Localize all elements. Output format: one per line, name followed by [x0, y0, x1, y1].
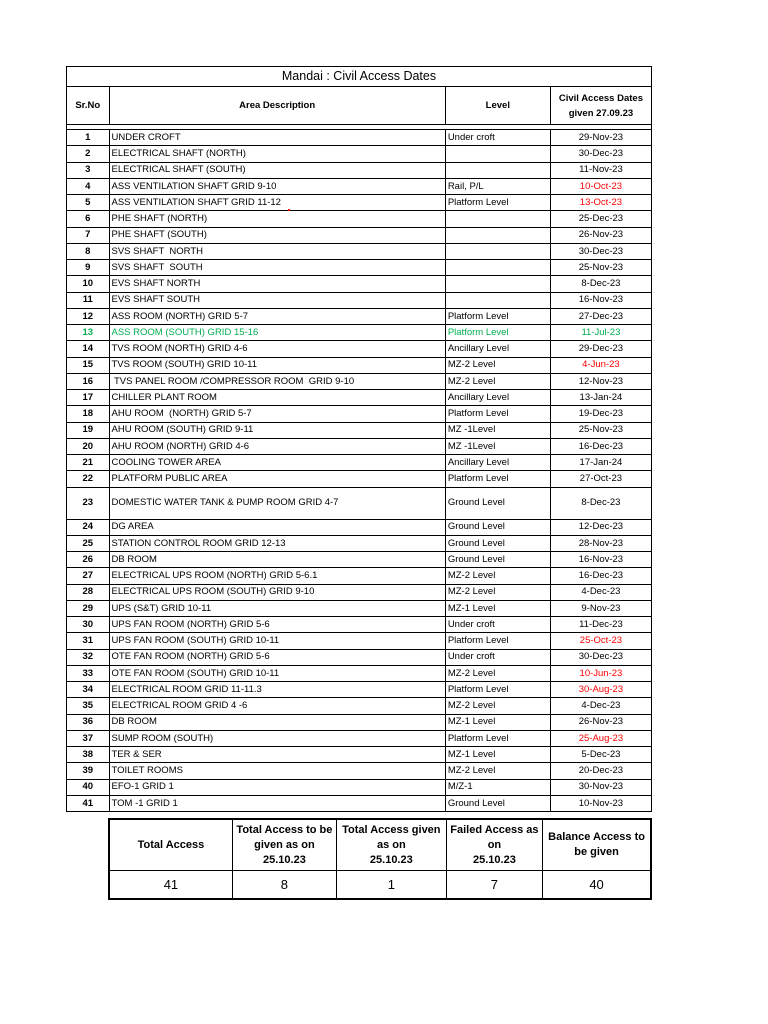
row-sr-no: 33: [67, 665, 110, 681]
row-level: Ancillary Level: [445, 455, 550, 471]
row-access-date: 25-Oct-23: [550, 633, 651, 649]
table-row: [67, 617, 652, 633]
row-area-description: EFO-1 GRID 1: [109, 779, 445, 795]
summary-to-be-given-header: [232, 819, 336, 871]
row-level: Under croft: [445, 617, 550, 633]
row-sr-no: 10: [67, 276, 110, 292]
summary-header-line: be given: [574, 846, 619, 858]
row-area-description: EVS SHAFT SOUTH: [109, 292, 445, 308]
row-area-description: ELECTRICAL ROOM GRID 4 -6: [109, 698, 445, 714]
row-access-date: 12-Dec-23: [550, 519, 651, 535]
row-sr-no: 5: [67, 195, 110, 211]
table-row: [67, 455, 652, 471]
summary-balance-header: [543, 819, 651, 871]
table-row: [67, 162, 652, 178]
table-row: [67, 227, 652, 243]
table-row: [67, 471, 652, 487]
row-level: MZ-2 Level: [445, 357, 550, 373]
header-date-line2: given 27.09.23: [568, 107, 634, 119]
row-access-date: 27-Dec-23: [550, 308, 651, 324]
header-date-line1: Civil Access Dates: [558, 92, 643, 104]
summary-header-line: 25.10.23: [263, 853, 306, 866]
summary-header-line: Balance Access to: [548, 831, 645, 843]
row-level: Under croft: [445, 130, 550, 146]
row-sr-no: 39: [67, 763, 110, 779]
row-area-description: AHU ROOM (NORTH) GRID 5-7: [109, 406, 445, 422]
row-area-description: OTE FAN ROOM (NORTH) GRID 5-6: [109, 649, 445, 665]
row-access-date: 16-Dec-23: [550, 438, 651, 454]
row-access-date: 16-Nov-23: [550, 292, 651, 308]
table-row: [67, 341, 652, 357]
row-area-description: ASS ROOM (NORTH) GRID 5-7: [109, 308, 445, 324]
row-area-description: UPS FAN ROOM (SOUTH) GRID 10-11: [109, 633, 445, 649]
table-row: [67, 243, 652, 259]
table-row: [67, 308, 652, 324]
summary-given-header: [336, 819, 446, 871]
row-sr-no: 36: [67, 714, 110, 730]
table-row: [67, 178, 652, 194]
table-row: [67, 357, 652, 373]
row-sr-no: 22: [67, 471, 110, 487]
row-sr-no: 28: [67, 584, 110, 600]
summary-header-line: on: [487, 838, 502, 851]
row-sr-no: 1: [67, 130, 110, 146]
row-level: [445, 162, 550, 178]
row-level: [445, 292, 550, 308]
row-area-description: OTE FAN ROOM (SOUTH) GRID 10-11: [109, 665, 445, 681]
row-access-date: 25-Aug-23: [550, 730, 651, 746]
table-title: Mandai : Civil Access Dates: [67, 67, 652, 87]
row-level: [445, 276, 550, 292]
row-access-date: 26-Nov-23: [550, 714, 651, 730]
row-level: MZ -1Level: [445, 422, 550, 438]
civil-access-table: [66, 66, 652, 812]
row-sr-no: 29: [67, 600, 110, 616]
row-access-date: 25-Nov-23: [550, 260, 651, 276]
row-level: MZ-2 Level: [445, 568, 550, 584]
table-row: [67, 552, 652, 568]
row-sr-no: 17: [67, 390, 110, 406]
row-area-description: TVS PANEL ROOM /COMPRESSOR ROOM GRID 9-10: [109, 373, 445, 389]
summary-header-row: [109, 819, 651, 871]
header-sr-no: Sr.No: [67, 87, 110, 125]
row-level: Rail, P/L: [445, 178, 550, 194]
table-row: [67, 795, 652, 811]
row-area-description: ASS VENTILATION SHAFT GRID 11-12: [109, 195, 445, 211]
row-access-date: 10-Jun-23: [550, 665, 651, 681]
row-level: Platform Level: [445, 308, 550, 324]
row-sr-no: 4: [67, 178, 110, 194]
row-sr-no: 16: [67, 373, 110, 389]
table-row: [67, 390, 652, 406]
row-level: MZ-1 Level: [445, 714, 550, 730]
summary-to-be-given-value: 8: [232, 871, 336, 900]
row-area-description: UPS (S&T) GRID 10-11: [109, 600, 445, 616]
row-sr-no: 24: [67, 519, 110, 535]
row-level: Ancillary Level: [445, 390, 550, 406]
row-sr-no: 7: [67, 227, 110, 243]
row-access-date: 11-Nov-23: [550, 162, 651, 178]
table-row: [67, 763, 652, 779]
summary-header-line: given as on: [254, 838, 315, 851]
row-access-date: 13-Jan-24: [550, 390, 651, 406]
table-row: [67, 568, 652, 584]
row-sr-no: 41: [67, 795, 110, 811]
summary-total-access-value: 41: [109, 871, 232, 900]
summary-value-row: [109, 871, 651, 900]
table-row: [67, 698, 652, 714]
summary-header-line: as on: [376, 838, 406, 851]
row-access-date: 8-Dec-23: [550, 276, 651, 292]
row-area-description: ELECTRICAL UPS ROOM (SOUTH) GRID 9-10: [109, 584, 445, 600]
row-access-date: 5-Dec-23: [550, 747, 651, 763]
row-area-description: UPS FAN ROOM (NORTH) GRID 5-6: [109, 617, 445, 633]
table-row: [67, 211, 652, 227]
row-area-description: TVS ROOM (SOUTH) GRID 10-11: [109, 357, 445, 373]
row-level: [445, 211, 550, 227]
row-sr-no: 32: [67, 649, 110, 665]
row-area-description: PLATFORM PUBLIC AREA: [109, 471, 445, 487]
row-area-description: STATION CONTROL ROOM GRID 12-13: [109, 535, 445, 551]
summary-balance-value: 40: [543, 871, 651, 900]
row-area-description: ASS ROOM (SOUTH) GRID 15-16: [109, 325, 445, 341]
summary-given-value: 1: [336, 871, 446, 900]
row-access-date: 4-Dec-23: [550, 584, 651, 600]
row-area-description: TER & SER: [109, 747, 445, 763]
row-level: Platform Level: [445, 730, 550, 746]
row-access-date: 4-Jun-23: [550, 357, 651, 373]
summary-header-line: 25.10.23: [473, 853, 516, 866]
row-level: [445, 146, 550, 162]
row-level: Ground Level: [445, 552, 550, 568]
table-row: [67, 438, 652, 454]
table-row: [67, 292, 652, 308]
row-access-date: 8-Dec-23: [550, 487, 651, 519]
row-area-description: AHU ROOM (SOUTH) GRID 9-11: [109, 422, 445, 438]
summary-header-line: Failed Access as: [450, 823, 539, 836]
row-area-description: DB ROOM: [109, 714, 445, 730]
row-level: MZ-2 Level: [445, 763, 550, 779]
table-row: [67, 276, 652, 292]
row-sr-no: 38: [67, 747, 110, 763]
row-access-date: 30-Aug-23: [550, 682, 651, 698]
row-access-date: 17-Jan-24: [550, 455, 651, 471]
row-access-date: 10-Nov-23: [550, 795, 651, 811]
row-access-date: 13-Oct-23: [550, 195, 651, 211]
row-level: M/Z-1: [445, 779, 550, 795]
row-access-date: 30-Dec-23: [550, 146, 651, 162]
table-row: [67, 600, 652, 616]
table-row: [67, 325, 652, 341]
row-sr-no: 26: [67, 552, 110, 568]
table-row: [67, 714, 652, 730]
row-access-date: 16-Nov-23: [550, 552, 651, 568]
header-level: Level: [445, 87, 550, 125]
row-sr-no: 2: [67, 146, 110, 162]
title-row: [67, 67, 652, 87]
header-area-description: Area Description: [109, 87, 445, 125]
row-level: [445, 243, 550, 259]
row-access-date: 26-Nov-23: [550, 227, 651, 243]
table-row: [67, 260, 652, 276]
summary-header-line: Total Access to be: [236, 823, 333, 836]
table-row: [67, 146, 652, 162]
row-level: Ancillary Level: [445, 341, 550, 357]
row-access-date: 29-Dec-23: [550, 341, 651, 357]
summary-failed-header: [446, 819, 542, 871]
row-area-description: SVS SHAFT SOUTH: [109, 260, 445, 276]
row-access-date: 30-Dec-23: [550, 243, 651, 259]
row-access-date: 4-Dec-23: [550, 698, 651, 714]
row-level: MZ-2 Level: [445, 373, 550, 389]
summary-failed-value: 7: [446, 871, 542, 900]
row-level: Ground Level: [445, 519, 550, 535]
row-level: Platform Level: [445, 406, 550, 422]
stray-red-mark: [288, 209, 290, 211]
row-sr-no: 19: [67, 422, 110, 438]
row-area-description: UNDER CROFT: [109, 130, 445, 146]
row-sr-no: 18: [67, 406, 110, 422]
table-row: [67, 519, 652, 535]
table-row: [67, 747, 652, 763]
header-row: [67, 87, 652, 125]
table-row: [67, 682, 652, 698]
summary-header-line: 25.10.23: [369, 853, 413, 866]
row-sr-no: 31: [67, 633, 110, 649]
row-area-description: TVS ROOM (NORTH) GRID 4-6: [109, 341, 445, 357]
row-sr-no: 34: [67, 682, 110, 698]
row-access-date: 27-Oct-23: [550, 471, 651, 487]
summary-total-access-header: [109, 819, 232, 871]
row-area-description: ELECTRICAL SHAFT (NORTH): [109, 146, 445, 162]
row-area-description: EVS SHAFT NORTH: [109, 276, 445, 292]
row-access-date: 11-Dec-23: [550, 617, 651, 633]
table-row: [67, 649, 652, 665]
row-sr-no: 37: [67, 730, 110, 746]
table-row: [67, 422, 652, 438]
row-area-description: SUMP ROOM (SOUTH): [109, 730, 445, 746]
row-level: MZ-2 Level: [445, 584, 550, 600]
summary-table: [108, 818, 652, 900]
row-sr-no: 25: [67, 535, 110, 551]
row-area-description: DOMESTIC WATER TANK & PUMP ROOM GRID 4-7: [109, 487, 445, 519]
summary-header-line: Total Access: [137, 838, 205, 851]
row-level: Ground Level: [445, 795, 550, 811]
row-access-date: 10-Oct-23: [550, 178, 651, 194]
row-level: MZ-1 Level: [445, 600, 550, 616]
row-level: MZ-2 Level: [445, 665, 550, 681]
row-area-description: PHE SHAFT (NORTH): [109, 211, 445, 227]
row-area-description: COOLING TOWER AREA: [109, 455, 445, 471]
table-body: [67, 130, 652, 812]
row-sr-no: 30: [67, 617, 110, 633]
row-sr-no: 14: [67, 341, 110, 357]
row-area-description: DB ROOM: [109, 552, 445, 568]
row-area-description: PHE SHAFT (SOUTH): [109, 227, 445, 243]
row-sr-no: 13: [67, 325, 110, 341]
row-area-description: CHILLER PLANT ROOM: [109, 390, 445, 406]
row-access-date: 12-Nov-23: [550, 373, 651, 389]
row-access-date: 25-Nov-23: [550, 422, 651, 438]
row-sr-no: 12: [67, 308, 110, 324]
row-sr-no: 15: [67, 357, 110, 373]
table-row: [67, 535, 652, 551]
row-access-date: 9-Nov-23: [550, 600, 651, 616]
row-sr-no: 6: [67, 211, 110, 227]
row-access-date: 11-Jul-23: [550, 325, 651, 341]
table-row: [67, 779, 652, 795]
row-access-date: 30-Nov-23: [550, 779, 651, 795]
row-level: Platform Level: [445, 471, 550, 487]
row-area-description: TOILET ROOMS: [109, 763, 445, 779]
row-access-date: 30-Dec-23: [550, 649, 651, 665]
row-sr-no: 20: [67, 438, 110, 454]
table-row: [67, 373, 652, 389]
row-sr-no: 11: [67, 292, 110, 308]
table-row: [67, 584, 652, 600]
row-access-date: 28-Nov-23: [550, 535, 651, 551]
row-level: Ground Level: [445, 487, 550, 519]
table-row: [67, 487, 652, 519]
row-access-date: 19-Dec-23: [550, 406, 651, 422]
row-level: [445, 227, 550, 243]
table-row: [67, 665, 652, 681]
row-sr-no: 40: [67, 779, 110, 795]
row-area-description: TOM -1 GRID 1: [109, 795, 445, 811]
row-level: MZ-1 Level: [445, 747, 550, 763]
row-access-date: 16-Dec-23: [550, 568, 651, 584]
row-access-date: 25-Dec-23: [550, 211, 651, 227]
row-access-date: 29-Nov-23: [550, 130, 651, 146]
summary-header-line: Total Access given: [342, 823, 441, 836]
table-row: [67, 406, 652, 422]
row-area-description: ELECTRICAL UPS ROOM (NORTH) GRID 5-6.1: [109, 568, 445, 584]
table-row: [67, 633, 652, 649]
row-level: MZ -1Level: [445, 438, 550, 454]
row-sr-no: 9: [67, 260, 110, 276]
row-level: Under croft: [445, 649, 550, 665]
row-area-description: ELECTRICAL ROOM GRID 11-11.3: [109, 682, 445, 698]
row-access-date: 20-Dec-23: [550, 763, 651, 779]
row-level: Ground Level: [445, 535, 550, 551]
row-area-description: AHU ROOM (NORTH) GRID 4-6: [109, 438, 445, 454]
row-sr-no: 8: [67, 243, 110, 259]
row-level: MZ-2 Level: [445, 698, 550, 714]
row-area-description: DG AREA: [109, 519, 445, 535]
table-row: [67, 730, 652, 746]
row-level: Platform Level: [445, 682, 550, 698]
row-level: Platform Level: [445, 633, 550, 649]
row-sr-no: 23: [67, 487, 110, 519]
header-civil-access-dates: [550, 87, 651, 125]
row-sr-no: 27: [67, 568, 110, 584]
row-sr-no: 35: [67, 698, 110, 714]
row-level: Platform Level: [445, 325, 550, 341]
row-area-description: SVS SHAFT NORTH: [109, 243, 445, 259]
row-level: Platform Level: [445, 195, 550, 211]
row-area-description: ELECTRICAL SHAFT (SOUTH): [109, 162, 445, 178]
row-area-description: ASS VENTILATION SHAFT GRID 9-10: [109, 178, 445, 194]
row-level: [445, 260, 550, 276]
table-row: [67, 130, 652, 146]
row-sr-no: 21: [67, 455, 110, 471]
row-sr-no: 3: [67, 162, 110, 178]
table-row: [67, 195, 652, 211]
